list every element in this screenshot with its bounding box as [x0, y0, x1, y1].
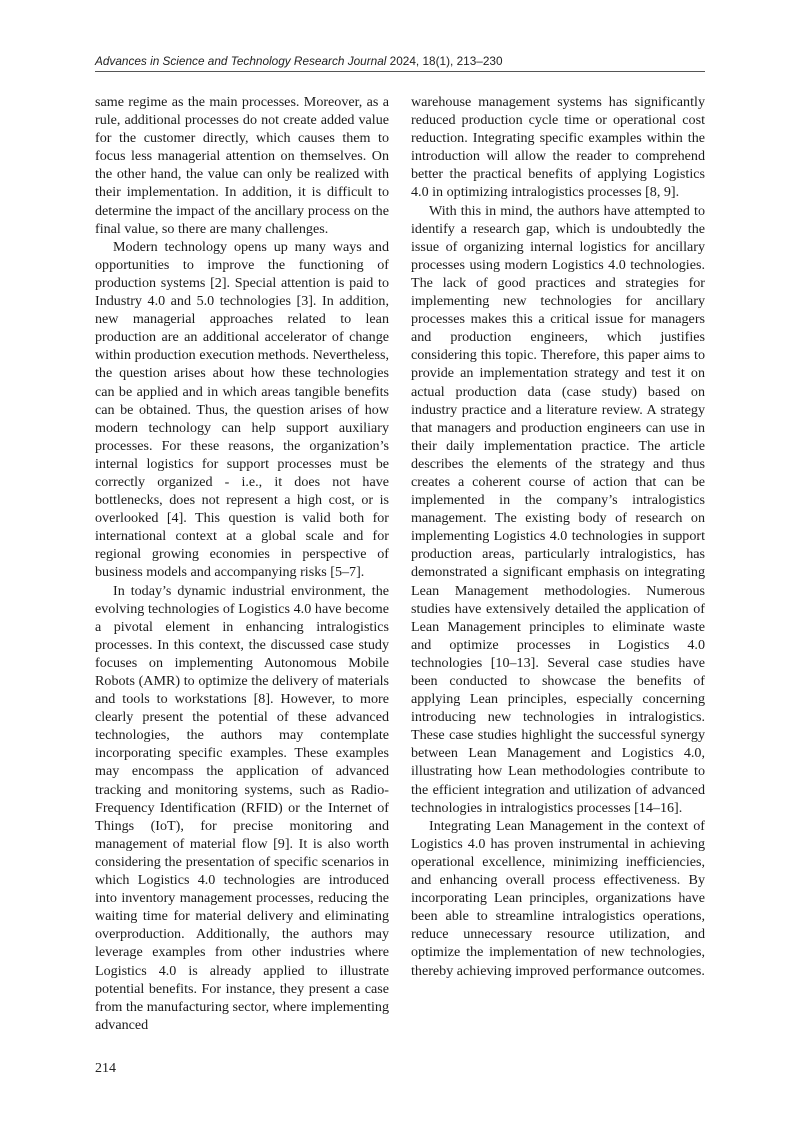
left-column — [95, 93, 389, 1034]
paragraph: With this in mind, the authors have attempted to identify a research gap, which is undoubtedly the issue of organizing internal logistics for ancillary processes using modern Logistics 4.0 technologies. The lack of good practices and strategies for implementing new technologies for ancillary processes makes this a critical issue for managers and production engineers, which justifies considering this topic. Therefore, this paper aims to provide an implementation strategy and test it on actual production data (case study) based on industry practice and a literature review. A strategy that managers and production engineers can use in their daily implementation practice. The article describes the elements of the strategy and thus creates a coherent course of action that can be implemented in the company’s intralogistics management. The existing body of research on implementing Logistics 4.0 technologies in support production areas, particularly intralogistics, has demonstrated a significant emphasis on integrating Lean Management methodologies. Numerous studies have extensively detailed the application of Lean Management principles to eliminate waste and optimize processes in Logistics 4.0 technologies [10–13]. Several case studies have been conducted to showcase the benefits of applying Lean principles, especially concerning introducing new technologies in intralogistics. These case studies highlight the successful synergy between Lean Management and Logistics 4.0, illustrating how Lean methodologies contribute to the efficient integration and utilization of advanced technologies in intralogistics processes [14–16]. — [411, 202, 705, 816]
page-number: 214 — [95, 1061, 116, 1076]
paragraph: same regime as the main processes. Moreover, as a rule, additional processes do not create added value for the customer directly, which causes them to focus less managerial attention on themselves. On the other hand, the value can only be realized with their implementation. In addition, it is difficult to determine the impact of the ancillary process on the final value, so there are many challenges. — [95, 94, 389, 237]
journal-title: Advances in Science and Technology Research Journal — [95, 54, 387, 68]
paragraph: Modern technology opens up many ways and opportunities to improve the functioning of production systems [2]. Special attention is paid to Industry 4.0 and 5.0 technologies [3]. In addition, new managerial approaches related to lean production are an additional accelerator of change within production execution methods. Nevertheless, the question arises about how these technologies can be applied and in which areas tangible benefits can be obtained. Thus, the question arises of how modern technology can help support auxiliary processes. For these reasons, the organization’s internal logistics for support processes must be correctly organized - i.e., it does not have bottlenecks, does not represent a high cost, or is overlooked [4]. This question is valid both for international context at a global scale and for regional growing economies in perspective of business models and accompanying risks [5–7]. — [95, 238, 389, 581]
paragraph: warehouse management systems has significantly reduced production cycle time or operational cost reduction. Integrating specific examples within the introduction will allow the reader to comprehend better the practical benefits of applying Logistics 4.0 in optimizing intralogistics processes [8, 9]. — [411, 94, 705, 201]
running-header — [95, 54, 705, 68]
right-column — [411, 93, 705, 980]
paragraph: Integrating Lean Management in the context of Logistics 4.0 has proven instrumental in achieving operational excellence, minimizing inefficiencies, and enhancing overall process effectiveness. By incorporating Lean principles, organizations have been able to streamline intralogistics operations, reduce unnecessary resource utilization, and optimize the implementation of new technologies, thereby achieving improved performance outcomes. — [411, 817, 705, 979]
journal-citation: 2024, 18(1), 213–230 — [386, 54, 503, 68]
header-divider — [95, 71, 705, 72]
paragraph: In today’s dynamic industrial environment, the evolving technologies of Logistics 4.0 have become a pivotal element in enhancing intralogistics processes. In this context, the discussed case study focuses on implementing Autonomous Mobile Robots (AMR) to optimize the delivery of materials and tools to workstations [8]. However, to more clearly present the potential of these advanced technologies, the authors may contemplate incorporating specific examples. These examples may encompass the application of advanced tracking and monitoring systems, such as Radio-Frequency Identification (RFID) or the Internet of Things (IoT), for precise monitoring and management of material flow [9]. It is also worth considering the presentation of specific scenarios in which Logistics 4.0 technologies are introduced into inventory management processes, reducing the waiting time for material delivery and eliminating overproduction. Additionally, the authors may leverage examples from other industries where Logistics 4.0 is already applied to illustrate potential benefits. For instance, they present a case from the manufacturing sector, where implementing advanced — [95, 582, 389, 1033]
